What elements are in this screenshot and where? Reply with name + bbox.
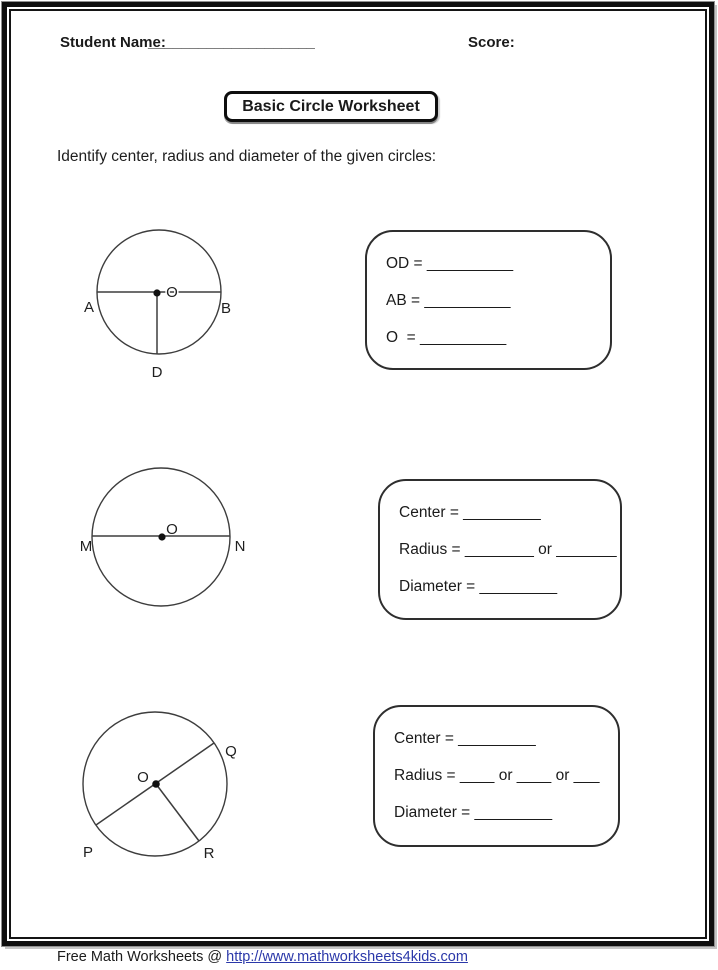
student-name-label: Student Name: xyxy=(60,34,166,51)
answer-box-3 xyxy=(373,705,620,847)
footer-link[interactable]: http://www.mathworksheets4kids.com xyxy=(226,949,468,965)
point-label-p: P xyxy=(82,844,94,861)
answer-line: OD = __________ xyxy=(386,255,514,272)
center-label: O xyxy=(137,769,149,786)
radius-line-or xyxy=(156,784,199,841)
score-label: Score: xyxy=(468,34,515,51)
point-label-q: Q xyxy=(225,743,237,760)
answer-line: O = __________ xyxy=(386,329,507,346)
point-label-b: B xyxy=(220,300,232,317)
footer xyxy=(57,949,468,965)
center-label: O xyxy=(166,521,178,538)
center-dot xyxy=(158,533,165,540)
point-label-r: R xyxy=(203,845,215,862)
answer-line: Diameter = _________ xyxy=(399,578,558,595)
student-name-blank: ____________________ xyxy=(148,34,315,51)
answer-line: Radius = ________ or _______ xyxy=(399,541,617,558)
point-label-a: A xyxy=(83,299,95,316)
center-dot xyxy=(153,289,160,296)
answer-box-2 xyxy=(378,479,622,620)
point-label-m: M xyxy=(79,538,93,555)
answer-line: Center = _________ xyxy=(394,730,536,747)
answer-line: Center = _________ xyxy=(399,504,541,521)
circle-figure-1 xyxy=(78,220,248,390)
circle-figure-2 xyxy=(72,458,257,623)
worksheet-title: Basic Circle Worksheet xyxy=(242,97,420,115)
center-label: O xyxy=(166,284,178,301)
answer-line: Radius = ____ or ____ or ___ xyxy=(394,767,600,784)
circle-figure-3 xyxy=(68,698,258,878)
instruction-text: Identify center, radius and diameter of the given circles: xyxy=(57,148,437,165)
worksheet-title-box xyxy=(224,91,438,122)
point-label-n: N xyxy=(234,538,246,555)
center-dot xyxy=(152,780,160,788)
footer-credit-text: Free Math Worksheets @ xyxy=(57,949,227,965)
answer-box-1 xyxy=(365,230,612,370)
answer-line: Diameter = _________ xyxy=(394,804,553,821)
answer-line: AB = __________ xyxy=(386,292,511,309)
point-label-d: D xyxy=(151,364,163,381)
